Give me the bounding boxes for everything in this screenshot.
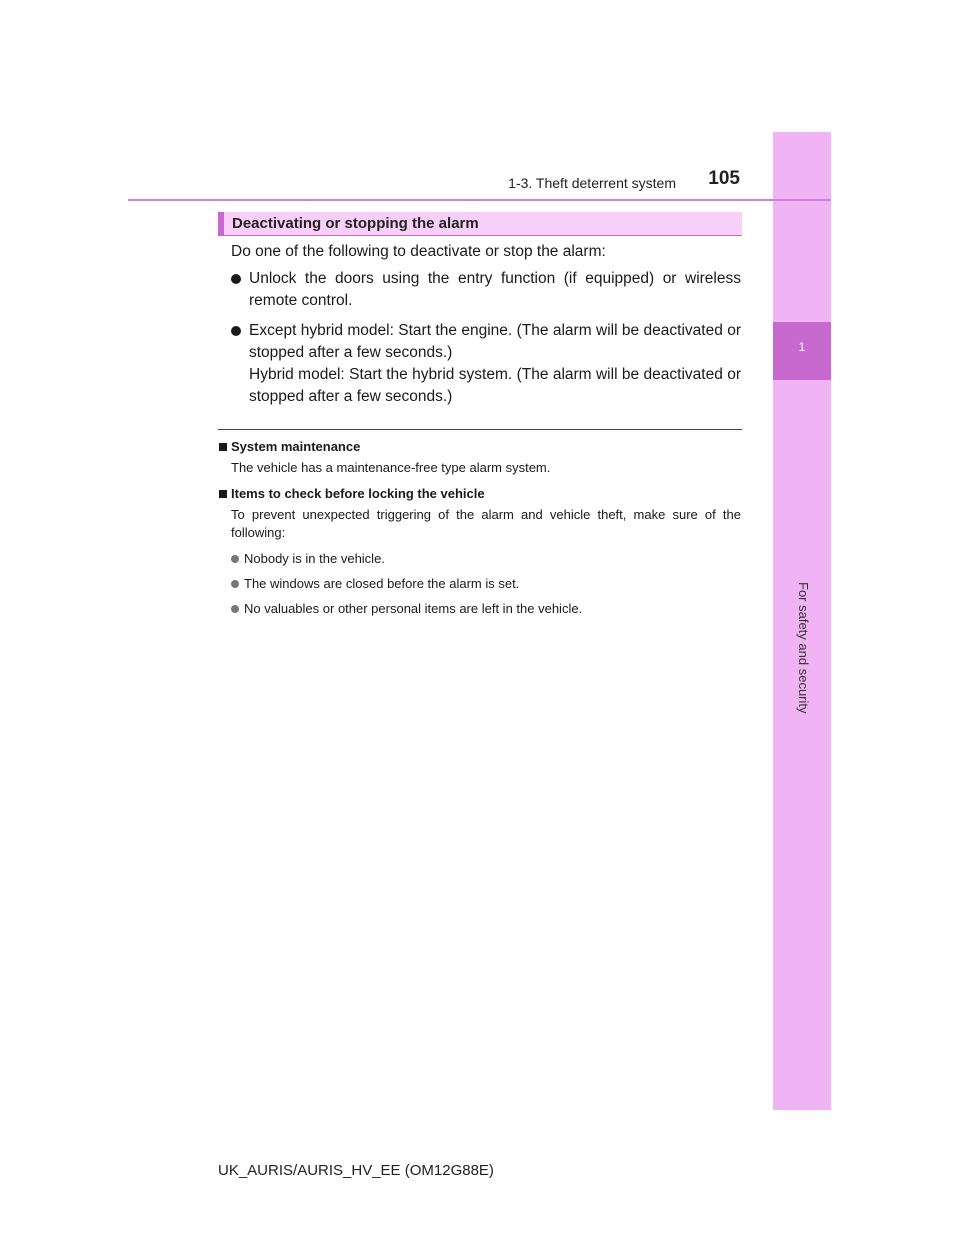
chapter-number: 1: [798, 340, 806, 354]
note-text: To prevent unexpected triggering of the alarm and vehicle theft, make sure of the following:: [231, 507, 741, 540]
square-bullet-icon: [219, 490, 227, 498]
page-number: 105: [708, 168, 740, 189]
section-heading: [218, 212, 742, 236]
notes-section: [219, 438, 741, 625]
footer-model-code: UK_AURIS/AURIS_HV_EE (OM12G88E): [218, 1162, 494, 1179]
note-title: Items to check before locking the vehicle: [219, 485, 741, 503]
note-text: The vehicle has a maintenance-free type alarm system.: [231, 460, 551, 475]
bullet-icon: [231, 326, 241, 336]
notes-divider: [218, 429, 742, 430]
bullet-item: [231, 268, 741, 312]
bullet-icon: [231, 580, 239, 588]
note-bullet: Nobody is in the vehicle.: [219, 550, 741, 568]
bullet-item: [231, 320, 741, 408]
note-bullet: No valuables or other personal items are left in the vehicle.: [219, 600, 741, 618]
bullet-icon: [231, 605, 239, 613]
note-title: System maintenance: [219, 438, 741, 456]
note-bullet: The windows are closed before the alarm is set.: [219, 575, 741, 593]
bullet-icon: [231, 555, 239, 563]
bullet-list: [231, 268, 741, 416]
section-heading-text: Deactivating or stopping the alarm: [232, 215, 479, 232]
header-rule: [128, 199, 831, 201]
bullet-icon: [231, 274, 241, 284]
header-section-title: 1-3. Theft deterrent system: [508, 175, 676, 191]
bullet-text: Unlock the doors using the entry function (if equipped) or wireless remote control.: [249, 270, 741, 309]
square-bullet-icon: [219, 443, 227, 451]
chapter-title: For safety and security: [796, 582, 811, 714]
intro-text: Do one of the following to deactivate or stop the alarm:: [231, 243, 606, 260]
bullet-text: Except hybrid model: Start the engine. (The alarm will be deactivated or stopped after a few seconds.): [249, 322, 741, 361]
bullet-text: Hybrid model: Start the hybrid system. (The alarm will be deactivated or stopped after a few seconds.): [249, 366, 741, 405]
chapter-side-tab: [773, 132, 831, 1110]
